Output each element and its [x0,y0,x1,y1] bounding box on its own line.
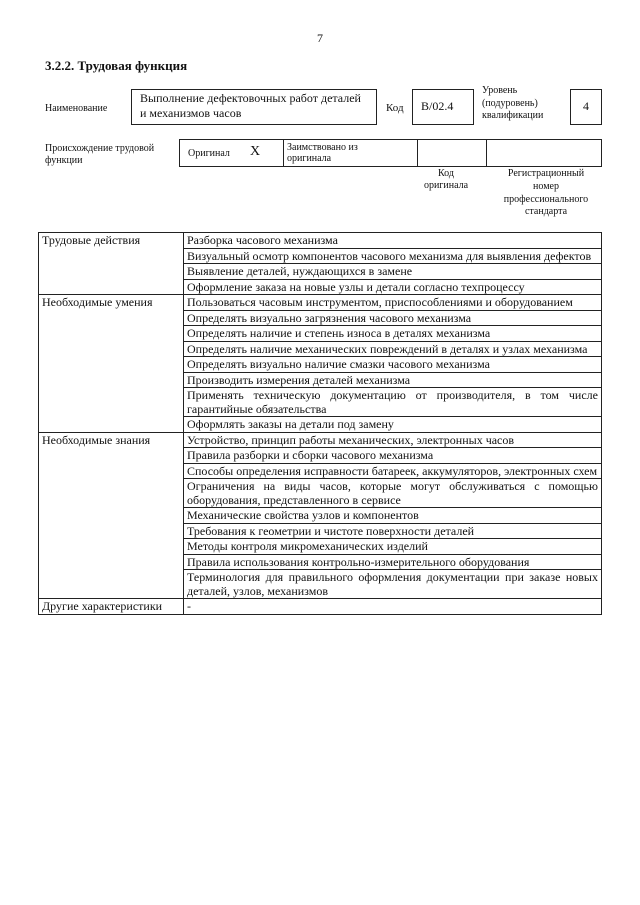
reg-number-cell [487,140,603,166]
requirement-item: Определять визуально наличие смазки часового механизма [184,357,602,373]
code-value-box: B/02.4 [412,89,474,125]
table-row [39,233,602,249]
requirement-item: - [184,599,602,615]
requirement-item: Правила использования контрольно-измерительного оборудования [184,554,602,570]
level-value-box: 4 [570,89,602,125]
requirement-item: Механические свойства узлов и компонентов [184,508,602,524]
page-number: 7 [317,31,323,45]
requirement-item: Правила разборки и сборки часового механизма [184,448,602,464]
requirement-item: Ограничения на виды часов, которые могут обслуживаться с помощью оборудования, представленного в сервисе [184,479,602,508]
reg-number-caption: Регистрационный номер профессионального стандарта [503,168,589,218]
table-row [39,599,602,615]
requirement-item: Определять наличие и степень износа в деталях механизма [184,326,602,342]
requirement-item: Разборка часового механизма [184,233,602,249]
table-row [39,295,602,311]
function-name-box: Выполнение дефектовочных работ деталей и механизмов часов [131,89,377,125]
table-row [39,432,602,448]
code-label: Код [386,102,404,114]
requirements-table [38,232,602,615]
section-title: 3.2.2. Трудовая функция [45,58,188,73]
level-label: Уровень (подуровень) квалификации [482,85,544,121]
requirement-item: Пользоваться часовым инструментом, приспособлениями и оборудованием [184,295,602,311]
requirement-item: Методы контроля микромеханических изделий [184,539,602,555]
requirement-item: Определять наличие механических повреждений в деталях и узлах механизма [184,341,602,357]
requirement-item: Терминология для правильного оформления документации при заказе новых деталей, узлов, механизмов [184,570,602,599]
requirement-item: Производить измерения деталей механизма [184,372,602,388]
category-cell: Необходимые умения [39,295,184,433]
category-cell: Трудовые действия [39,233,184,295]
borrowed-label: Заимствовано из оригинала [287,142,358,164]
requirement-item: Требования к геометрии и чистоте поверхности деталей [184,523,602,539]
requirement-item: Визуальный осмотр компонентов часового механизма для выявления дефектов [184,248,602,264]
category-cell: Необходимые знания [39,432,184,599]
requirement-item: Выявление деталей, нуждающихся в замене [184,264,602,280]
original-label: Оригинал [188,148,230,159]
original-mark: X [250,144,261,159]
requirement-item: Оформлять заказы на детали под замену [184,417,602,433]
origin-row [179,139,602,167]
original-code-cell [418,140,487,166]
requirement-item: Применять техническую документацию от производителя, в том числе гарантийные обязательства [184,388,602,417]
requirement-item: Оформление заказа на новые узлы и детали согласно техпроцессу [184,279,602,295]
requirement-item: Способы определения исправности батареек, аккумуляторов, электронных схем [184,463,602,479]
origin-label: Происхождение трудовой функции [45,143,155,166]
name-label: Наименование [45,103,108,114]
category-cell: Другие характеристики [39,599,184,615]
original-code-caption: Код оригинала [423,168,469,191]
requirement-item: Устройство, принцип работы механических, электронных часов [184,432,602,448]
original-cell [180,140,284,166]
borrowed-cell [284,140,418,166]
requirement-item: Определять визуально загрязнения часового механизма [184,310,602,326]
